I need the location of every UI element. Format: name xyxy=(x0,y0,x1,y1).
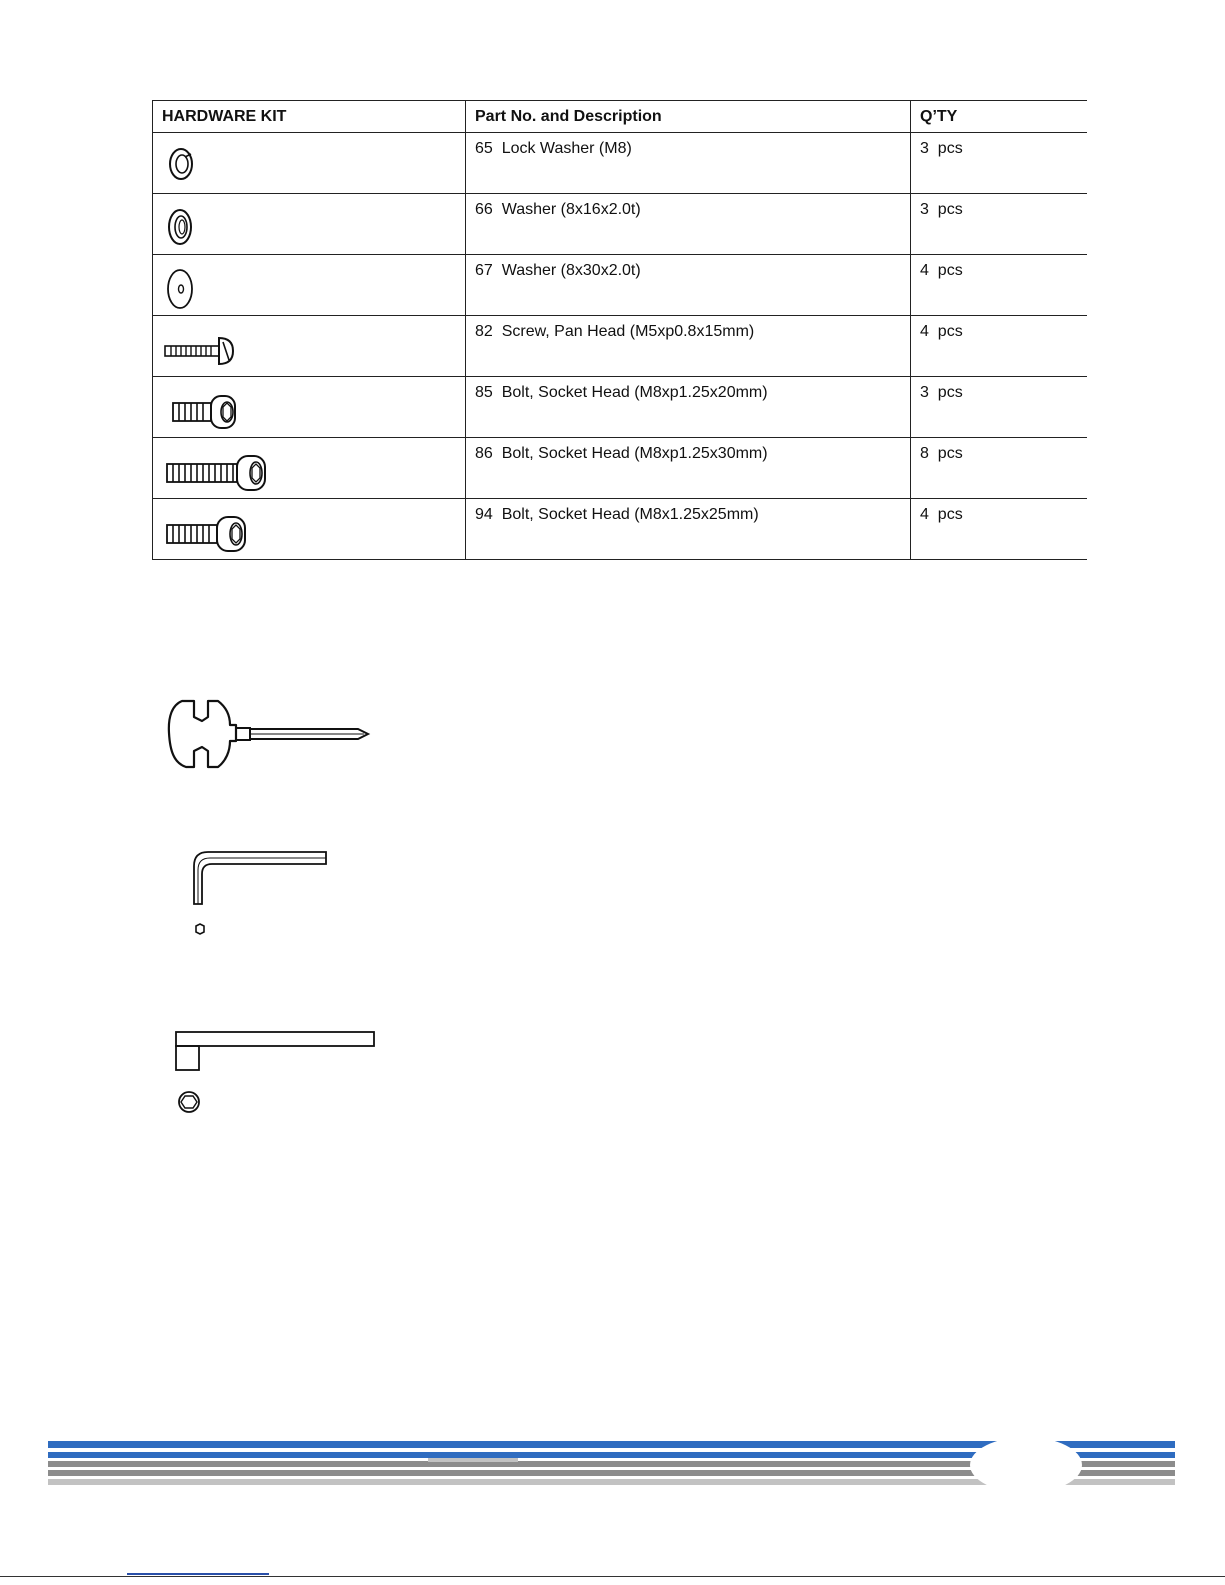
part-number: 86 xyxy=(475,445,493,462)
part-number: 85 xyxy=(475,384,493,401)
table-row xyxy=(153,316,1087,377)
qty-cell xyxy=(911,438,1087,499)
qty-value: 8 xyxy=(920,445,929,462)
part-number: 82 xyxy=(475,323,493,340)
header-qty: Q’TY xyxy=(911,101,1087,133)
part-description-cell xyxy=(466,377,911,438)
part-description-cell xyxy=(466,499,911,560)
table-row xyxy=(153,499,1087,560)
footer-stripes xyxy=(48,1441,1175,1493)
lock-washer-icon xyxy=(161,139,201,185)
socket-bolt-medium-icon xyxy=(161,505,257,557)
qty-value: 3 xyxy=(920,384,929,401)
header-part-description: Part No. and Description xyxy=(466,101,911,133)
part-number: 94 xyxy=(475,506,493,523)
qty-cell xyxy=(911,377,1087,438)
table-row xyxy=(153,255,1087,316)
qty-unit: pcs xyxy=(937,262,963,279)
qty-value: 4 xyxy=(920,262,929,279)
pan-head-screw-icon xyxy=(161,322,241,372)
qty-unit: pcs xyxy=(937,384,963,401)
qty-cell xyxy=(911,316,1087,377)
qty-unit: pcs xyxy=(937,201,963,218)
qty-unit: pcs xyxy=(937,445,963,462)
small-allen-key-icon xyxy=(188,848,332,940)
part-description-cell xyxy=(466,438,911,499)
qty-value: 4 xyxy=(920,506,929,523)
qty-cell xyxy=(911,194,1087,255)
part-number: 66 xyxy=(475,201,493,218)
part-description: Bolt, Socket Head (M8xp1.25x30mm) xyxy=(501,445,768,462)
footer-page-oval xyxy=(970,1441,1082,1493)
qty-cell xyxy=(911,499,1087,560)
table-row xyxy=(153,438,1087,499)
part-description-cell xyxy=(466,133,911,194)
socket-bolt-short-icon xyxy=(161,383,251,435)
qty-value: 3 xyxy=(920,201,929,218)
qty-unit: pcs xyxy=(937,323,963,340)
qty-unit: pcs xyxy=(937,506,963,523)
hardware-kit-table xyxy=(152,100,1087,560)
large-allen-key-icon xyxy=(170,1028,380,1118)
part-number: 65 xyxy=(475,140,493,157)
part-description: Lock Washer (M8) xyxy=(501,140,632,157)
socket-bolt-long-icon xyxy=(161,444,277,496)
part-description-cell xyxy=(466,255,911,316)
qty-cell xyxy=(911,255,1087,316)
table-row xyxy=(153,377,1087,438)
bottom-rule xyxy=(0,1576,1225,1577)
qty-value: 3 xyxy=(920,140,929,157)
qty-cell xyxy=(911,133,1087,194)
part-number: 67 xyxy=(475,262,493,279)
part-description-cell xyxy=(466,316,911,377)
part-description-cell xyxy=(466,194,911,255)
washer-small-icon xyxy=(161,200,201,250)
part-description: Washer (8x16x2.0t) xyxy=(501,201,641,218)
table-row xyxy=(153,194,1087,255)
header-hardware-kit: HARDWARE KIT xyxy=(153,101,466,133)
part-description: Bolt, Socket Head (M8xp1.25x20mm) xyxy=(501,384,768,401)
combination-wrench-screwdriver-icon xyxy=(164,695,376,775)
bottom-link-underline xyxy=(127,1573,269,1575)
qty-unit: pcs xyxy=(937,140,963,157)
washer-large-icon xyxy=(161,261,201,311)
table-row xyxy=(153,133,1087,194)
part-description: Screw, Pan Head (M5xp0.8x15mm) xyxy=(501,323,755,340)
table-header-row xyxy=(153,101,1087,133)
part-description: Bolt, Socket Head (M8x1.25x25mm) xyxy=(501,506,759,523)
qty-value: 4 xyxy=(920,323,929,340)
part-description: Washer (8x30x2.0t) xyxy=(501,262,641,279)
